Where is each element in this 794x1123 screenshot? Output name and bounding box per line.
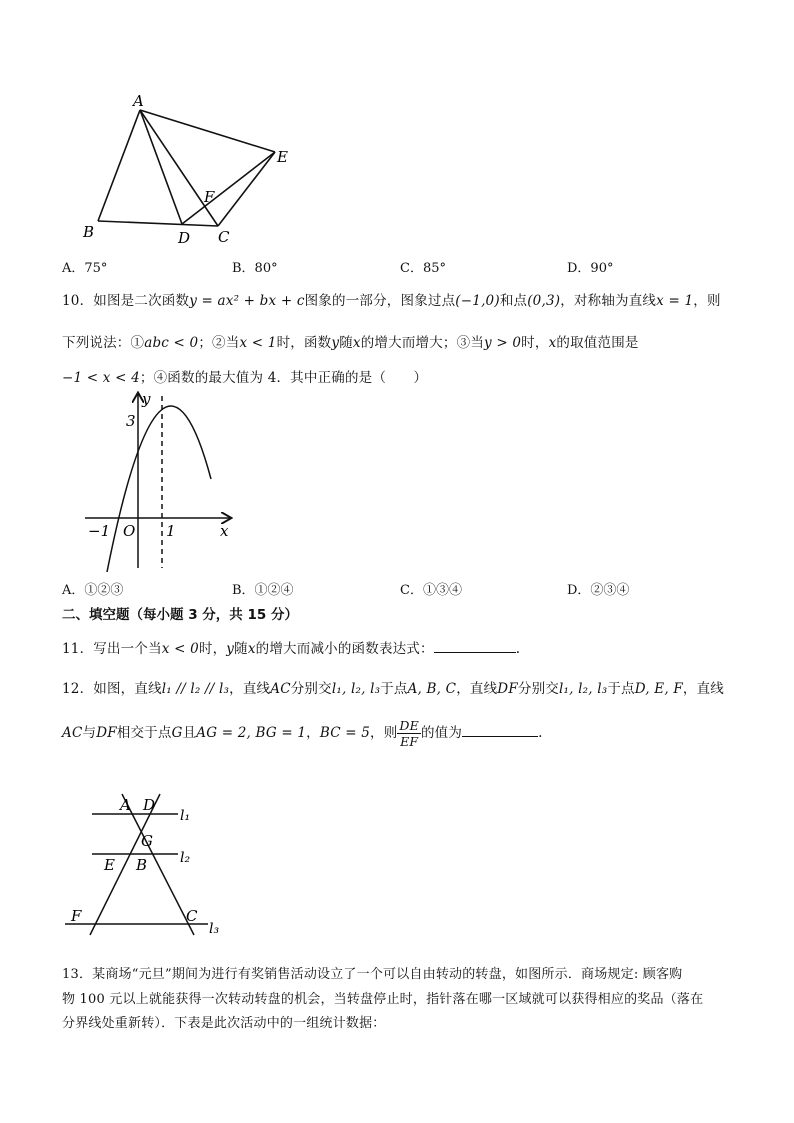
q11-answer-blank[interactable] xyxy=(434,640,516,653)
label-f: F xyxy=(204,188,215,206)
tick-3: 3 xyxy=(126,412,136,430)
label-d: D xyxy=(143,796,156,814)
parallel-lines-figure xyxy=(60,790,230,940)
label-c: C xyxy=(218,228,230,246)
q10-line-3: −1 < x < 4；④函数的最大值为 4．其中正确的是（ ） xyxy=(62,370,428,386)
label-c: C xyxy=(186,907,198,925)
q9-option-d[interactable]: D．90° xyxy=(567,261,614,276)
tick-neg-1: −1 xyxy=(88,522,111,540)
q13-line-1: 13．某商场“元旦”期间为进行有奖销售活动设立了一个可以自由转动的转盘，如图所示．商场规定: 顾客购 xyxy=(62,967,683,982)
label-e: E xyxy=(277,148,288,166)
label-d: D xyxy=(178,229,191,247)
tick-1: 1 xyxy=(166,522,176,540)
q13-line-3: 分界线处重新转）．下表是此次活动中的一组统计数据： xyxy=(62,1016,386,1031)
q10-option-b[interactable]: B．①②④ xyxy=(232,583,294,598)
q12-line-1: 12．如图，直线l₁ // l₂ // l₃，直线AC分别交l₁, l₂, l₃于点A, B, C，直线DF分别交l₁, l₂, l₃于点D, E, F，直线 xyxy=(62,681,725,697)
label-g: G xyxy=(141,832,153,850)
q10-line-1: 10．如图是二次函数y = ax² + bx + c图象的一部分，图象过点(−1,0)和点(0,3)，对称轴为直线x = 1，则 xyxy=(62,293,721,309)
y-axis-label: y xyxy=(142,390,151,408)
q10-option-c[interactable]: C．①③④ xyxy=(400,583,462,598)
parabola-curve xyxy=(107,406,211,572)
x-axis-label: x xyxy=(220,522,229,540)
label-e: E xyxy=(104,856,115,874)
fraction-de-ef: $\frac{DE}{EF}$ xyxy=(399,718,419,749)
label-b: B xyxy=(136,856,148,874)
section-heading: 二、填空题（每小题 3 分，共 15 分） xyxy=(62,607,298,623)
q9-option-a[interactable]: A．75° xyxy=(62,261,108,276)
label-a: A xyxy=(133,92,144,110)
q12-answer-blank[interactable] xyxy=(462,724,538,737)
q9-option-b[interactable]: B．80° xyxy=(232,261,278,276)
q12-line-2: AC与DF相交于点G且AG = 2, BG = 1，BC = 5，则 $\frac{DE}{EF}$ 的值为 . xyxy=(62,718,543,749)
segment-ad xyxy=(140,110,182,224)
q11-line: 11．写出一个当x < 0时，y随x的增大而减小的函数表达式： . xyxy=(62,641,521,657)
segment-ae xyxy=(140,110,275,152)
origin-label: O xyxy=(123,522,136,540)
q13-line-2: 物 100 元以上就能获得一次转动转盘的机会，当转盘停止时，指针落在哪一区域就可以获得相应的奖品（落在 xyxy=(62,992,704,1007)
line-df xyxy=(90,794,160,935)
segment-ac xyxy=(140,110,218,226)
triangle-figure xyxy=(70,88,310,248)
q9-option-c[interactable]: C．85° xyxy=(400,261,446,276)
label-l3: l₃ xyxy=(209,921,220,937)
q10-option-a[interactable]: A．①②③ xyxy=(62,583,124,598)
q10-option-d[interactable]: D．②③④ xyxy=(567,583,630,598)
label-l1: l₁ xyxy=(180,808,191,824)
label-l2: l₂ xyxy=(180,850,191,866)
segment-bc xyxy=(98,221,218,226)
q10-line-2: 下列说法：①abc < 0；②当x < 1时，函数y随x的增大而增大；③当y > 0时，x的取值范围是 xyxy=(62,335,639,351)
label-a: A xyxy=(120,796,131,814)
parabola-graph xyxy=(80,386,250,576)
segment-ab xyxy=(98,110,140,221)
label-f: F xyxy=(71,907,82,925)
label-b: B xyxy=(83,223,95,241)
